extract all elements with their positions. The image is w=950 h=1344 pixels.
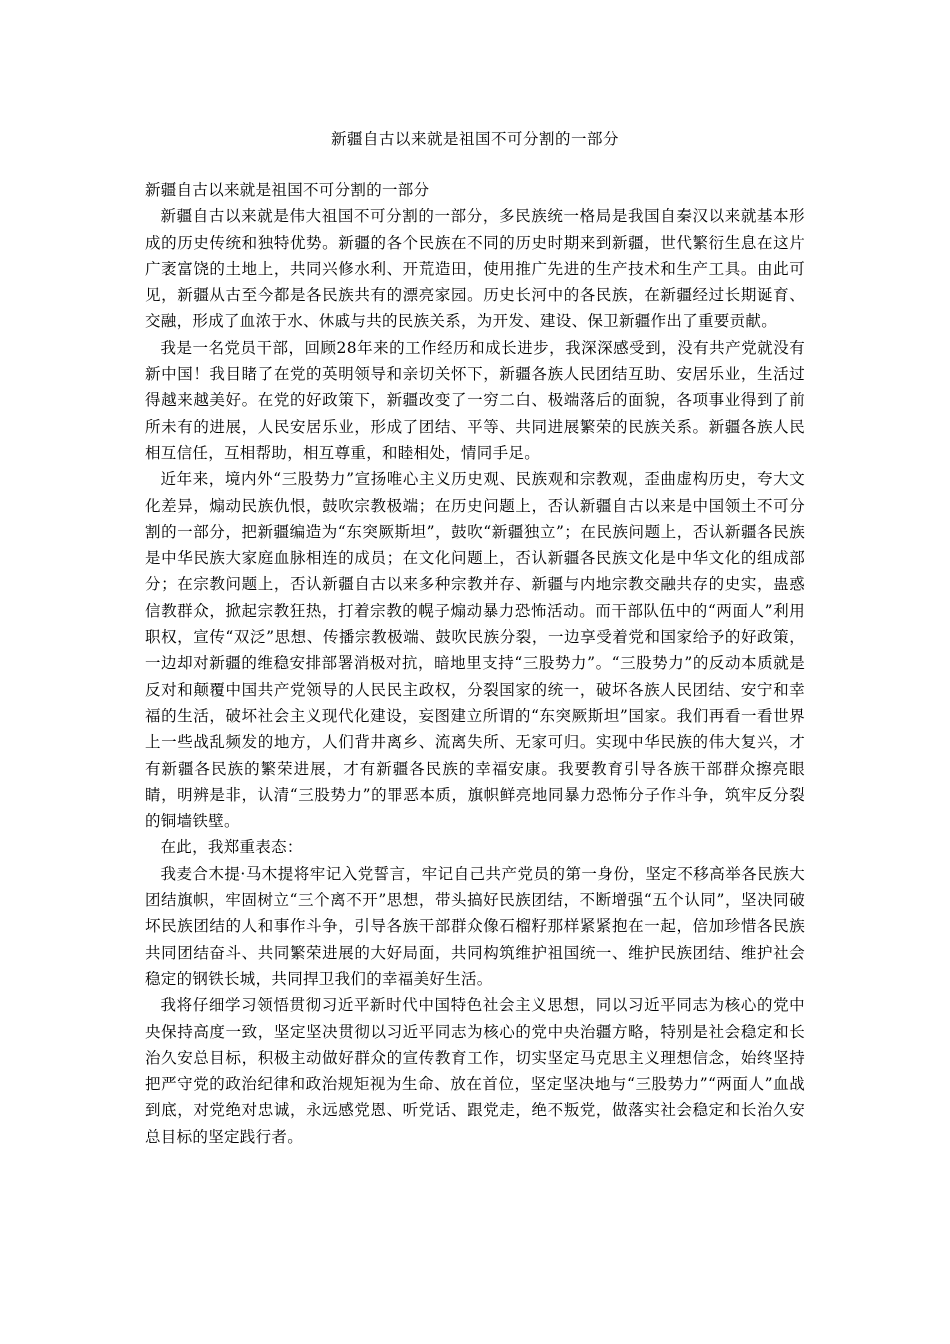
paragraph-commitment: 我将仔细学习领悟贯彻习近平新时代中国特色社会主义思想，同以习近平同志为核心的党中央保持高度一致，坚定坚决贯彻以习近平同志为核心的党中央治疆方略，特别是社会稳定和长治久安总目标，积极主动做好群众的宣传教育工作，切实坚定马克思主义理想信念，始终坚持把严守党的政治纪律和政治规矩视为生命、放在首位，坚定坚决地与“三股势力”“两面人”血战到底，对党绝对忠诚，永远感党恩、听党话、跟党走，绝不叛党，做落实社会稳定和长治久安总目标的坚定践行者。	[145, 996, 805, 1146]
paragraph-party-member: 我是一名党员干部，回顾28年来的工作经历和成长进步，我深深感受到，没有共产党就没有新中国！我目睹了在党的英明领导和亲切关怀下，新疆各族人民团结互助、安居乐业，生活过得越来越美好。在党的好政策下，新疆改变了一穷二白、极端落后的面貌，各项事业得到了前所未有的进展，人民安居乐业，形成了团结、平等、共同进展繁荣的民族关系。新疆各族人民相互信任，互相帮助，相互尊重，和睦相处，情同手足。	[145, 338, 805, 462]
paragraph-three-forces: 近年来，境内外“三股势力”宣扬唯心主义历史观、民族观和宗教观，歪曲虚构历史，夸大文化差异，煽动民族仇恨，鼓吹宗教极端；在历史问题上，否认新疆自古以来是中国领土不可分割的一部分，把新疆编造为“东突厥斯坦”，鼓吹“新疆独立”；在民族问题上，否认新疆各民族是中华民族大家庭血脉相连的成员；在文化问题上，否认新疆各民族文化是中华文化的组成部分；在宗教问题上，否认新疆自古以来多种宗教并存、新疆与内地宗教交融共存的史实，蛊惑信教群众，掀起宗教狂热，打着宗教的幌子煽动暴力恐怖活动。而干部队伍中的“两面人”利用职权，宣传“双泛”思想、传播宗教极端、鼓吹民族分裂，一边享受着党和国家给予的好政策，一边却对新疆的维稳安排部署消极对抗，暗地里支持“三股势力”。“三股势力”的反动本质就是反对和颠覆中国共产党领导的人民民主政权，分裂国家的统一，破坏各族人民团结、安宁和幸福的生活，破坏社会主义现代化建设，妄图建立所谓的“东突厥斯坦”国家。我们再看一看世界上一些战乱频发的地方，人们背井离乡、流离失所、无家可归。实现中华民族的伟大复兴，才有新疆各民族的繁荣进展，才有新疆各民族的幸福安康。我要教育引导各族干部群众擦亮眼睛，明辨是非，认清“三股势力”的罪恶本质，旗帜鲜亮地同暴力恐怖分子作斗争，筑牢反分裂的铜墙铁壁。	[145, 470, 805, 831]
paragraph-pledge: 我麦合木提·马木提将牢记入党誓言，牢记自己共产党员的第一身份，坚定不移高举各民族大团结旗帜，牢固树立“三个离不开”思想，带头搞好民族团结，不断增强“五个认同”，坚决同破坏民族团结的人和事作斗争，引导各族干部群众像石榴籽那样紧紧抱在一起，倍加珍惜各民族共同团结奋斗、共同繁荣进展的大好局面，共同构筑维护祖国统一、维护民族团结、维护社会稳定的钢铁长城，共同捍卫我们的幸福美好生活。	[145, 864, 805, 988]
document-title: 新疆自古以来就是祖国不可分割的一部分	[330, 130, 619, 148]
document-subtitle: 新疆自古以来就是祖国不可分割的一部分	[145, 181, 430, 199]
paragraph-history: 新疆自古以来就是伟大祖国不可分割的一部分，多民族统一格局是我国自秦汉以来就基本形成的历史传统和独特优势。新疆的各个民族在不同的历史时期来到新疆，世代繁衍生息在这片广袤富饶的土地上，共同兴修水利、开荒造田，使用推广先进的生产技术和生产工具。由此可见，新疆从古至今都是各民族共有的漂亮家园。历史长河中的各民族，在新疆经过长期诞育、交融，形成了血浓于水、休戚与共的民族关系，为开发、建设、保卫新疆作出了重要贡献。	[145, 207, 805, 331]
document-body	[145, 177, 805, 1150]
paragraph-statement-intro: 在此，我郑重表态：	[160, 838, 303, 857]
